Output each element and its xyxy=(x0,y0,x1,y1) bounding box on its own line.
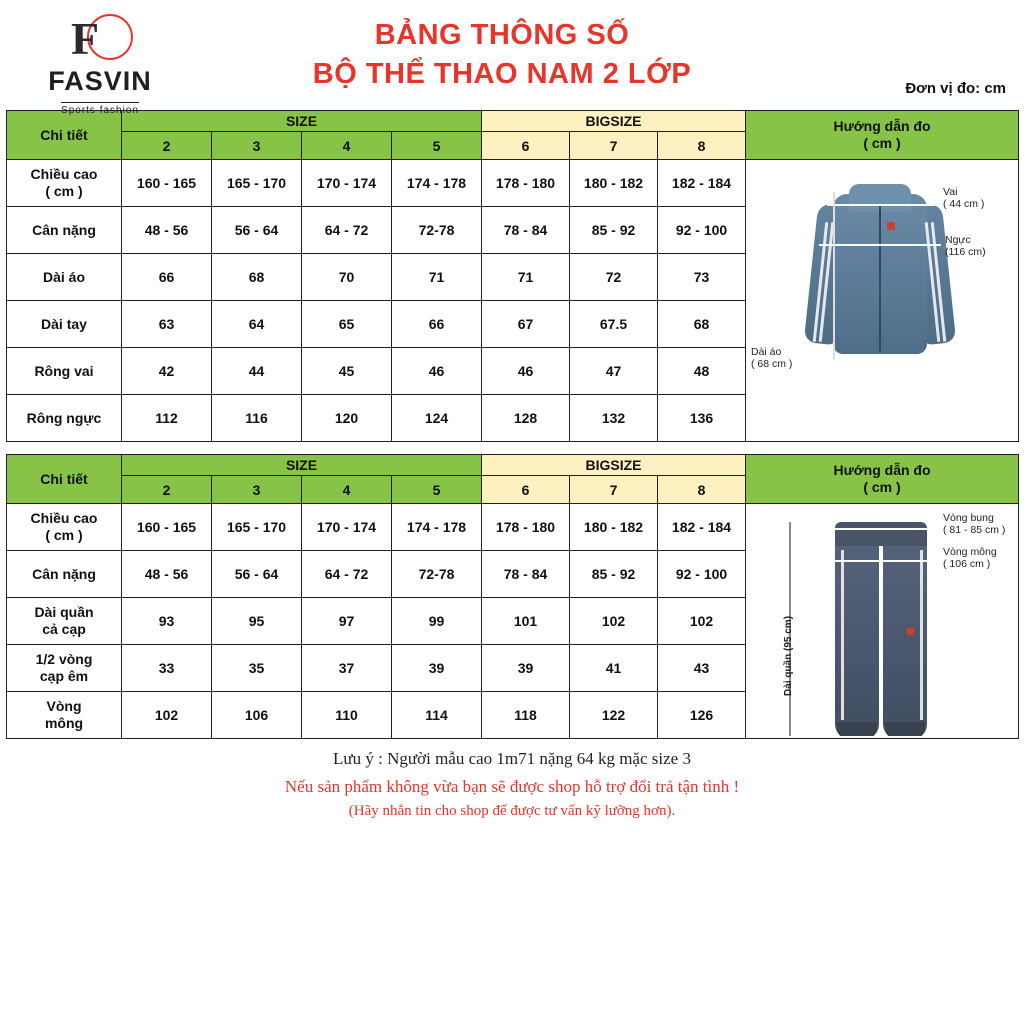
cell: 178 - 180 xyxy=(482,160,570,207)
cell: 56 - 64 xyxy=(212,207,302,254)
row-label-line1: Dài áo xyxy=(42,268,85,285)
title-line-1: BẢNG THÔNG SỐ xyxy=(374,19,630,51)
cell: 112 xyxy=(122,395,212,442)
brand-tagline: Sports fashion xyxy=(61,102,139,116)
jacket-logo-patch xyxy=(887,222,895,230)
size-col-5: 5 xyxy=(392,476,482,504)
row-label-line1: Rông ngực xyxy=(26,409,102,426)
header-guide-line2: ( cm ) xyxy=(863,135,901,151)
logo-letter: F xyxy=(71,13,98,64)
row-label-line1: Vòng xyxy=(46,698,82,715)
cell: 126 xyxy=(658,692,746,739)
row-label-line1: Dài tay xyxy=(41,315,87,332)
cell: 72 xyxy=(570,254,658,301)
pants-cuff-left xyxy=(837,722,877,736)
shoulder-label: Vai ( 44 cm ) xyxy=(943,186,985,211)
chest-label: Ngực (116 cm) xyxy=(945,234,986,259)
logo-mark-icon xyxy=(65,12,135,64)
size-col-7: 7 xyxy=(570,476,658,504)
row-label-line2: cạp êm xyxy=(39,668,89,684)
cell: 110 xyxy=(302,692,392,739)
cell: 47 xyxy=(570,348,658,395)
length-measure-line xyxy=(833,192,835,360)
pants-length-label: Dài quần (95 cm) xyxy=(783,615,794,696)
jacket-table-wrap xyxy=(0,110,1024,442)
size-col-6: 6 xyxy=(482,476,570,504)
pants-cuff-right xyxy=(885,722,925,736)
header-detail: Chi tiết xyxy=(7,455,122,504)
cell: 68 xyxy=(658,301,746,348)
row-label-jacket-length xyxy=(7,254,122,301)
cell: 160 - 165 xyxy=(122,504,212,551)
header-size-group: SIZE xyxy=(122,455,482,476)
cell: 67 xyxy=(482,301,570,348)
header-guide-line1: Hướng dẫn đo xyxy=(833,461,931,478)
header-detail: Chi tiết xyxy=(7,111,122,160)
pants-stripe xyxy=(920,550,923,720)
row-label-line1: Cân nặng xyxy=(32,221,96,238)
cell: 116 xyxy=(212,395,302,442)
cell: 165 - 170 xyxy=(212,504,302,551)
size-col-2: 2 xyxy=(122,132,212,160)
brand-logo xyxy=(10,8,190,116)
size-col-4: 4 xyxy=(302,132,392,160)
row-label-line1: Rông vai xyxy=(34,362,94,379)
cell: 170 - 174 xyxy=(302,504,392,551)
pants-size-table xyxy=(6,454,1019,739)
row-label-height xyxy=(7,504,122,551)
cell: 102 xyxy=(122,692,212,739)
cell: 92 - 100 xyxy=(658,207,746,254)
cell: 182 - 184 xyxy=(658,504,746,551)
cell: 67.5 xyxy=(570,301,658,348)
cell: 78 - 84 xyxy=(482,207,570,254)
cell: 136 xyxy=(658,395,746,442)
row-label-height xyxy=(7,160,122,207)
pants-waistband xyxy=(835,522,927,546)
cell: 97 xyxy=(302,598,392,645)
cell: 106 xyxy=(212,692,302,739)
pants-stripe xyxy=(841,550,844,720)
footer-note-3: (Hãy nhắn tin cho shop để được tư vấn kỹ lưỡng hơn). xyxy=(348,803,676,819)
cell: 48 xyxy=(658,348,746,395)
cell: 71 xyxy=(482,254,570,301)
cell: 41 xyxy=(570,645,658,692)
cell: 165 - 170 xyxy=(212,160,302,207)
row-label-line1: Dài quần xyxy=(34,604,94,621)
cell: 114 xyxy=(392,692,482,739)
cell: 64 - 72 xyxy=(302,207,392,254)
cell: 73 xyxy=(658,254,746,301)
chest-measure-line xyxy=(819,244,941,246)
cell: 160 - 165 xyxy=(122,160,212,207)
footer-note-2: Nếu sản phẩm không vừa bạn sẽ được shop hỗ trợ đổi trả tận tình ! xyxy=(284,777,740,796)
cell: 178 - 180 xyxy=(482,504,570,551)
cell: 174 - 178 xyxy=(392,504,482,551)
row-label-line1: Chiều cao xyxy=(30,510,98,527)
cell: 48 - 56 xyxy=(122,207,212,254)
row-label-line2: ( cm ) xyxy=(45,527,83,543)
cell: 95 xyxy=(212,598,302,645)
cell: 180 - 182 xyxy=(570,504,658,551)
cell: 66 xyxy=(392,301,482,348)
pants-graphic xyxy=(807,516,957,736)
size-col-8: 8 xyxy=(658,476,746,504)
table-gap xyxy=(0,442,1024,454)
cell: 170 - 174 xyxy=(302,160,392,207)
cell: 39 xyxy=(482,645,570,692)
cell: 68 xyxy=(212,254,302,301)
pants-illustration xyxy=(746,504,1019,739)
row-label-chest-width xyxy=(7,395,122,442)
cell: 180 - 182 xyxy=(570,160,658,207)
cell: 78 - 84 xyxy=(482,551,570,598)
cell: 65 xyxy=(302,301,392,348)
cell: 64 - 72 xyxy=(302,551,392,598)
cell: 37 xyxy=(302,645,392,692)
title-line-2: BỘ THỂ THAO NAM 2 LỚP xyxy=(312,58,692,91)
table-row xyxy=(7,504,1019,551)
header-guide-line1: Hướng dẫn đo xyxy=(833,117,931,134)
row-label-pants-length xyxy=(7,598,122,645)
pants-logo-patch xyxy=(907,628,914,635)
cell: 99 xyxy=(392,598,482,645)
cell: 66 xyxy=(122,254,212,301)
cell: 124 xyxy=(392,395,482,442)
jacket-illustration xyxy=(746,160,1019,442)
cell: 48 - 56 xyxy=(122,551,212,598)
hip-measure-line xyxy=(833,560,937,562)
cell: 120 xyxy=(302,395,392,442)
size-col-2: 2 xyxy=(122,476,212,504)
row-label-line2: mông xyxy=(44,715,84,731)
cell: 45 xyxy=(302,348,392,395)
size-col-7: 7 xyxy=(570,132,658,160)
cell: 71 xyxy=(392,254,482,301)
cell: 102 xyxy=(570,598,658,645)
shoulder-measure-line xyxy=(827,204,935,206)
cell: 85 - 92 xyxy=(570,551,658,598)
row-label-half-waist xyxy=(7,645,122,692)
cell: 174 - 178 xyxy=(392,160,482,207)
waist-measure-line xyxy=(833,528,937,530)
cell: 122 xyxy=(570,692,658,739)
jacket-length-label: Dài áo ( 68 cm ) xyxy=(751,346,793,371)
row-label-weight xyxy=(7,551,122,598)
cell: 102 xyxy=(658,598,746,645)
cell: 63 xyxy=(122,301,212,348)
jacket-zipper xyxy=(879,206,881,352)
cell: 92 - 100 xyxy=(658,551,746,598)
page-title xyxy=(190,8,814,94)
header-bigsize-group: BIGSIZE xyxy=(482,111,746,132)
cell: 72-78 xyxy=(392,551,482,598)
pants-table-wrap xyxy=(0,454,1024,739)
cell: 33 xyxy=(122,645,212,692)
row-label-hip xyxy=(7,692,122,739)
cell: 182 - 184 xyxy=(658,160,746,207)
cell: 72-78 xyxy=(392,207,482,254)
size-col-4: 4 xyxy=(302,476,392,504)
cell: 39 xyxy=(392,645,482,692)
row-label-sleeve-length xyxy=(7,301,122,348)
cell: 35 xyxy=(212,645,302,692)
cell: 56 - 64 xyxy=(212,551,302,598)
footer-note-1: Lưu ý : Người mẫu cao 1m71 nặng 64 kg mặc size 3 xyxy=(333,749,691,768)
row-label-line1: Cân nặng xyxy=(32,565,96,582)
footer-notes xyxy=(0,739,1024,820)
header xyxy=(0,0,1024,116)
cell: 70 xyxy=(302,254,392,301)
table-row xyxy=(7,160,1019,207)
row-label-line1: 1/2 vòng xyxy=(35,651,93,668)
hip-label: Vòng mông ( 106 cm ) xyxy=(943,546,997,571)
cell: 128 xyxy=(482,395,570,442)
row-label-shoulder-width xyxy=(7,348,122,395)
size-col-3: 3 xyxy=(212,132,302,160)
cell: 132 xyxy=(570,395,658,442)
waist-label: Vòng bụng ( 81 - 85 cm ) xyxy=(943,512,1006,537)
cell: 118 xyxy=(482,692,570,739)
cell: 85 - 92 xyxy=(570,207,658,254)
size-col-5: 5 xyxy=(392,132,482,160)
row-label-line2: cả cạp xyxy=(42,621,86,637)
header-guide-line2: ( cm ) xyxy=(863,479,901,495)
size-col-6: 6 xyxy=(482,132,570,160)
row-label-line1: Chiều cao xyxy=(30,166,98,183)
cell: 64 xyxy=(212,301,302,348)
header-guide xyxy=(746,455,1019,504)
cell: 101 xyxy=(482,598,570,645)
cell: 42 xyxy=(122,348,212,395)
cell: 93 xyxy=(122,598,212,645)
brand-name: FASVIN xyxy=(48,66,152,96)
size-col-8: 8 xyxy=(658,132,746,160)
jacket-size-table xyxy=(6,110,1019,442)
header-bigsize-group: BIGSIZE xyxy=(482,455,746,476)
header-size-group: SIZE xyxy=(122,111,482,132)
cell: 46 xyxy=(392,348,482,395)
cell: 44 xyxy=(212,348,302,395)
size-col-3: 3 xyxy=(212,476,302,504)
table-header-row xyxy=(7,455,1019,476)
row-label-weight xyxy=(7,207,122,254)
row-label-line2: ( cm ) xyxy=(45,183,83,199)
unit-note: Đơn vị đo: cm xyxy=(905,80,1006,97)
header-guide xyxy=(746,111,1019,160)
cell: 46 xyxy=(482,348,570,395)
cell: 43 xyxy=(658,645,746,692)
